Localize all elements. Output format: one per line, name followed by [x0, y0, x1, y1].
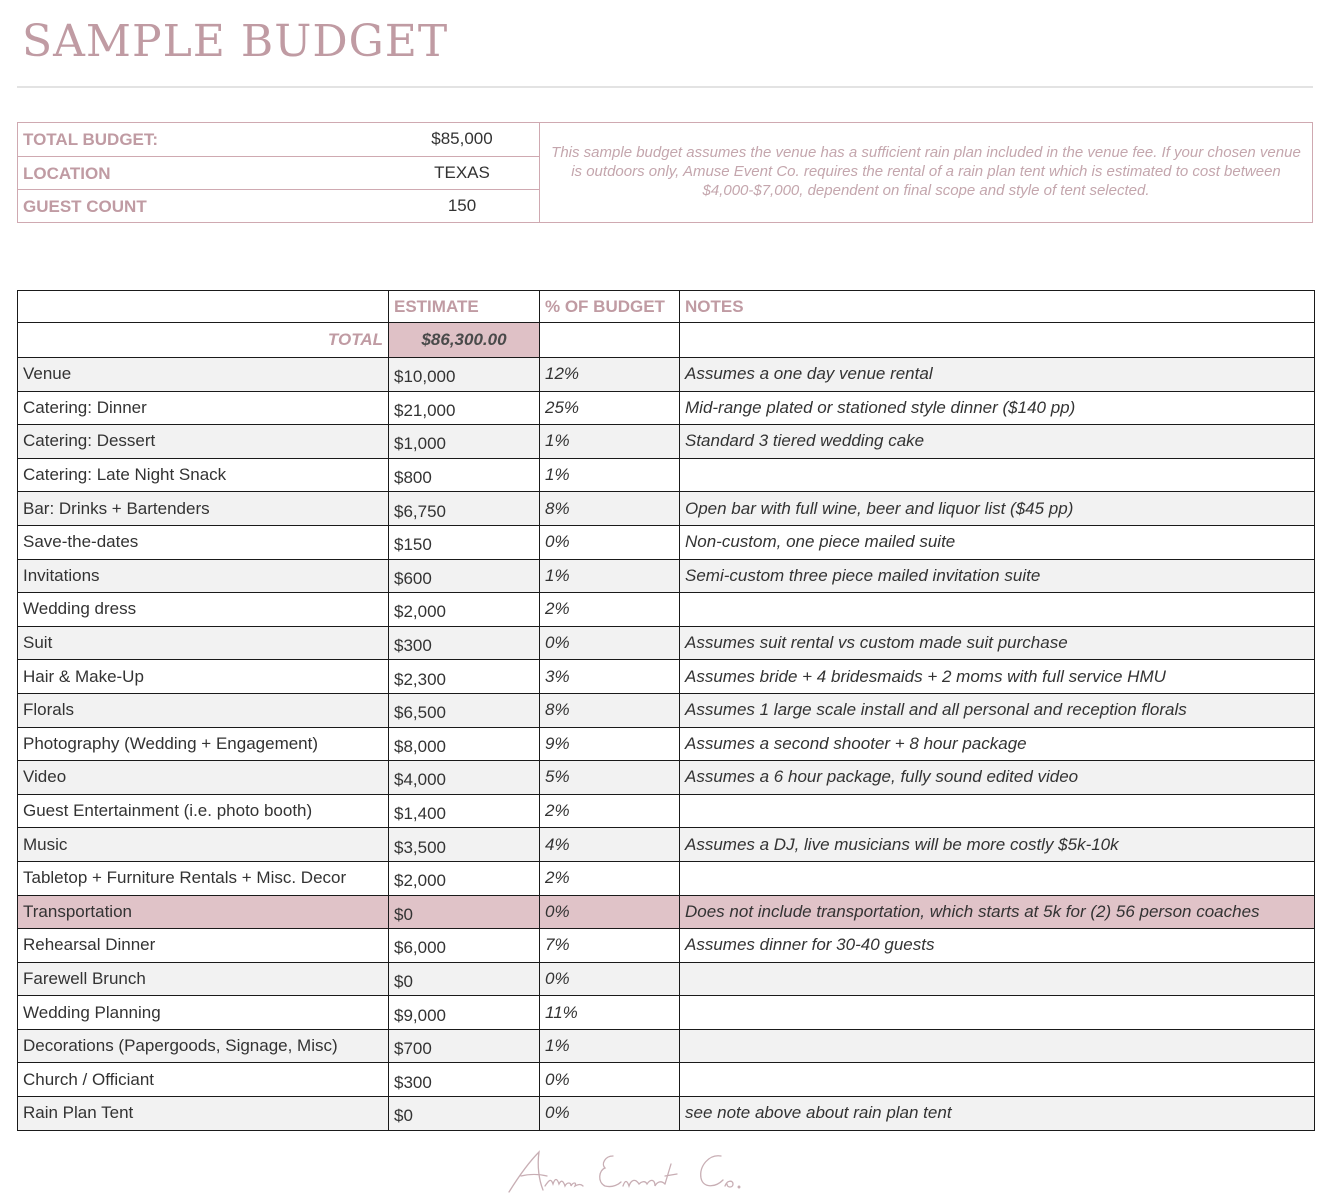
table-row [18, 626, 1315, 660]
estimate-cell: $150 [389, 525, 540, 559]
amuse-event-co-signature [505, 1146, 765, 1196]
note-cell [680, 962, 1315, 996]
item-cell: Photography (Wedding + Engagement) [18, 727, 389, 761]
item-cell: Farewell Brunch [18, 962, 389, 996]
item-cell: Venue [18, 358, 389, 392]
estimate-cell: $700 [389, 1029, 540, 1063]
estimate-cell: $800 [389, 458, 540, 492]
summary-box [17, 122, 1313, 223]
percent-cell: 2% [540, 794, 680, 828]
item-cell: Rehearsal Dinner [18, 929, 389, 963]
note-cell [680, 593, 1315, 627]
item-cell: Catering: Late Night Snack [18, 458, 389, 492]
note-cell: Mid-range plated or stationed style dinner ($140 pp) [680, 391, 1315, 425]
item-cell: Decorations (Papergoods, Signage, Misc) [18, 1029, 389, 1063]
note-cell [680, 458, 1315, 492]
item-cell: Catering: Dinner [18, 391, 389, 425]
item-cell: Wedding dress [18, 593, 389, 627]
item-cell: Catering: Dessert [18, 425, 389, 459]
table-row [18, 525, 1315, 559]
total-percent-cell [540, 323, 680, 358]
percent-cell: 7% [540, 929, 680, 963]
percent-cell: 5% [540, 761, 680, 795]
note-cell [680, 861, 1315, 895]
note-cell: Assumes bride + 4 bridesmaids + 2 moms with full service HMU [680, 660, 1315, 694]
note-cell: Assumes a DJ, live musicians will be more costly $5k-10k [680, 828, 1315, 862]
guest-count-label: GUEST COUNT [23, 197, 147, 216]
estimate-cell: $6,500 [389, 693, 540, 727]
total-row [18, 323, 1315, 358]
estimate-column-header: ESTIMATE [389, 291, 540, 323]
table-row [18, 425, 1315, 459]
item-cell: Florals [18, 693, 389, 727]
table-row [18, 929, 1315, 963]
title-divider [17, 86, 1313, 88]
estimate-cell: $4,000 [389, 761, 540, 795]
percent-cell: 1% [540, 559, 680, 593]
item-cell: Wedding Planning [18, 996, 389, 1030]
table-row [18, 492, 1315, 526]
note-cell: Does not include transportation, which starts at 5k for (2) 56 person coaches [680, 895, 1315, 929]
item-cell: Video [18, 761, 389, 795]
percent-cell: 1% [540, 458, 680, 492]
percent-cell: 11% [540, 996, 680, 1030]
table-row [18, 693, 1315, 727]
summary-row-location [18, 156, 539, 189]
estimate-cell: $1,000 [389, 425, 540, 459]
percent-cell: 1% [540, 1029, 680, 1063]
item-cell: Hair & Make-Up [18, 660, 389, 694]
table-row [18, 861, 1315, 895]
location-value: TEXAS [434, 163, 490, 182]
summary-row-guest-count [18, 189, 539, 222]
estimate-cell: $2,000 [389, 861, 540, 895]
percent-cell: 25% [540, 391, 680, 425]
percent-cell: 0% [540, 1063, 680, 1097]
item-cell: Save-the-dates [18, 525, 389, 559]
item-cell: Rain Plan Tent [18, 1097, 389, 1131]
note-cell [680, 1063, 1315, 1097]
item-cell: Invitations [18, 559, 389, 593]
note-cell: Open bar with full wine, beer and liquor list ($45 pp) [680, 492, 1315, 526]
table-row [18, 1063, 1315, 1097]
note-cell: Assumes dinner for 30-40 guests [680, 929, 1315, 963]
table-row [18, 727, 1315, 761]
estimate-cell: $9,000 [389, 996, 540, 1030]
estimate-cell: $0 [389, 895, 540, 929]
item-cell: Church / Officiant [18, 1063, 389, 1097]
percent-cell: 0% [540, 962, 680, 996]
table-row [18, 559, 1315, 593]
estimate-cell: $2,000 [389, 593, 540, 627]
estimate-cell: $300 [389, 626, 540, 660]
estimate-cell: $3,500 [389, 828, 540, 862]
percent-cell: 3% [540, 660, 680, 694]
guest-count-value: 150 [447, 196, 477, 215]
table-row [18, 660, 1315, 694]
location-label: LOCATION [23, 164, 111, 183]
table-row [18, 1029, 1315, 1063]
notes-column-header: NOTES [680, 291, 1315, 323]
percent-cell: 12% [540, 358, 680, 392]
note-cell: Assumes suit rental vs custom made suit purchase [680, 626, 1315, 660]
total-label: TOTAL [18, 323, 389, 358]
estimate-cell: $8,000 [389, 727, 540, 761]
table-row [18, 358, 1315, 392]
note-cell [680, 1029, 1315, 1063]
percent-cell: 2% [540, 861, 680, 895]
item-cell: Suit [18, 626, 389, 660]
percent-cell: 0% [540, 626, 680, 660]
total-budget-value: $85,000 [431, 129, 493, 148]
estimate-cell: $10,000 [389, 358, 540, 392]
table-row [18, 1097, 1315, 1131]
estimate-cell: $6,750 [389, 492, 540, 526]
total-budget-label: TOTAL BUDGET: [23, 130, 159, 149]
percent-cell: 0% [540, 525, 680, 559]
percent-cell: 2% [540, 593, 680, 627]
estimate-cell: $0 [389, 1097, 540, 1131]
note-cell: Assumes a 6 hour package, fully sound edited video [680, 761, 1315, 795]
note-cell: Assumes 1 large scale install and all personal and reception florals [680, 693, 1315, 727]
summary-row-total-budget [18, 123, 539, 156]
estimate-cell: $6,000 [389, 929, 540, 963]
table-row [18, 458, 1315, 492]
note-cell: Semi-custom three piece mailed invitation suite [680, 559, 1315, 593]
item-cell: Transportation [18, 895, 389, 929]
note-cell [680, 794, 1315, 828]
percent-cell: 4% [540, 828, 680, 862]
budget-table [17, 290, 1315, 1131]
table-row [18, 593, 1315, 627]
table-row [18, 895, 1315, 929]
total-value: $86,300.00 [389, 323, 540, 358]
item-cell: Bar: Drinks + Bartenders [18, 492, 389, 526]
estimate-cell: $600 [389, 559, 540, 593]
percent-cell: 8% [540, 693, 680, 727]
page-title: SAMPLE BUDGET [22, 16, 449, 67]
percent-column-header: % OF BUDGET [540, 291, 680, 323]
table-row [18, 794, 1315, 828]
estimate-cell: $0 [389, 962, 540, 996]
rain-plan-note: This sample budget assumes the venue has a sufficient rain plan included in the venue fee. If your chosen venue is outdoors only, Amuse Event Co. requires the rental of a rain plan tent which is estimated to cost between $4,000-$7,000, dependent on final scope and style of tent selected. [551, 144, 1301, 199]
percent-cell: 0% [540, 895, 680, 929]
percent-cell: 8% [540, 492, 680, 526]
estimate-cell: $1,400 [389, 794, 540, 828]
note-cell [680, 996, 1315, 1030]
note-cell: Non-custom, one piece mailed suite [680, 525, 1315, 559]
table-row [18, 391, 1315, 425]
table-row [18, 828, 1315, 862]
item-cell: Guest Entertainment (i.e. photo booth) [18, 794, 389, 828]
summary-divider [539, 123, 540, 222]
table-header-row [18, 291, 1315, 323]
note-cell: Assumes a second shooter + 8 hour package [680, 727, 1315, 761]
note-cell: Assumes a one day venue rental [680, 358, 1315, 392]
table-row [18, 962, 1315, 996]
note-cell: see note above about rain plan tent [680, 1097, 1315, 1131]
table-row [18, 996, 1315, 1030]
table-row [18, 761, 1315, 795]
percent-cell: 0% [540, 1097, 680, 1131]
summary-rows [18, 123, 539, 222]
item-column-header [18, 291, 389, 323]
item-cell: Music [18, 828, 389, 862]
estimate-cell: $2,300 [389, 660, 540, 694]
item-cell: Tabletop + Furniture Rentals + Misc. Decor [18, 861, 389, 895]
estimate-cell: $300 [389, 1063, 540, 1097]
percent-cell: 1% [540, 425, 680, 459]
estimate-cell: $21,000 [389, 391, 540, 425]
total-notes-cell [680, 323, 1315, 358]
percent-cell: 9% [540, 727, 680, 761]
note-cell: Standard 3 tiered wedding cake [680, 425, 1315, 459]
